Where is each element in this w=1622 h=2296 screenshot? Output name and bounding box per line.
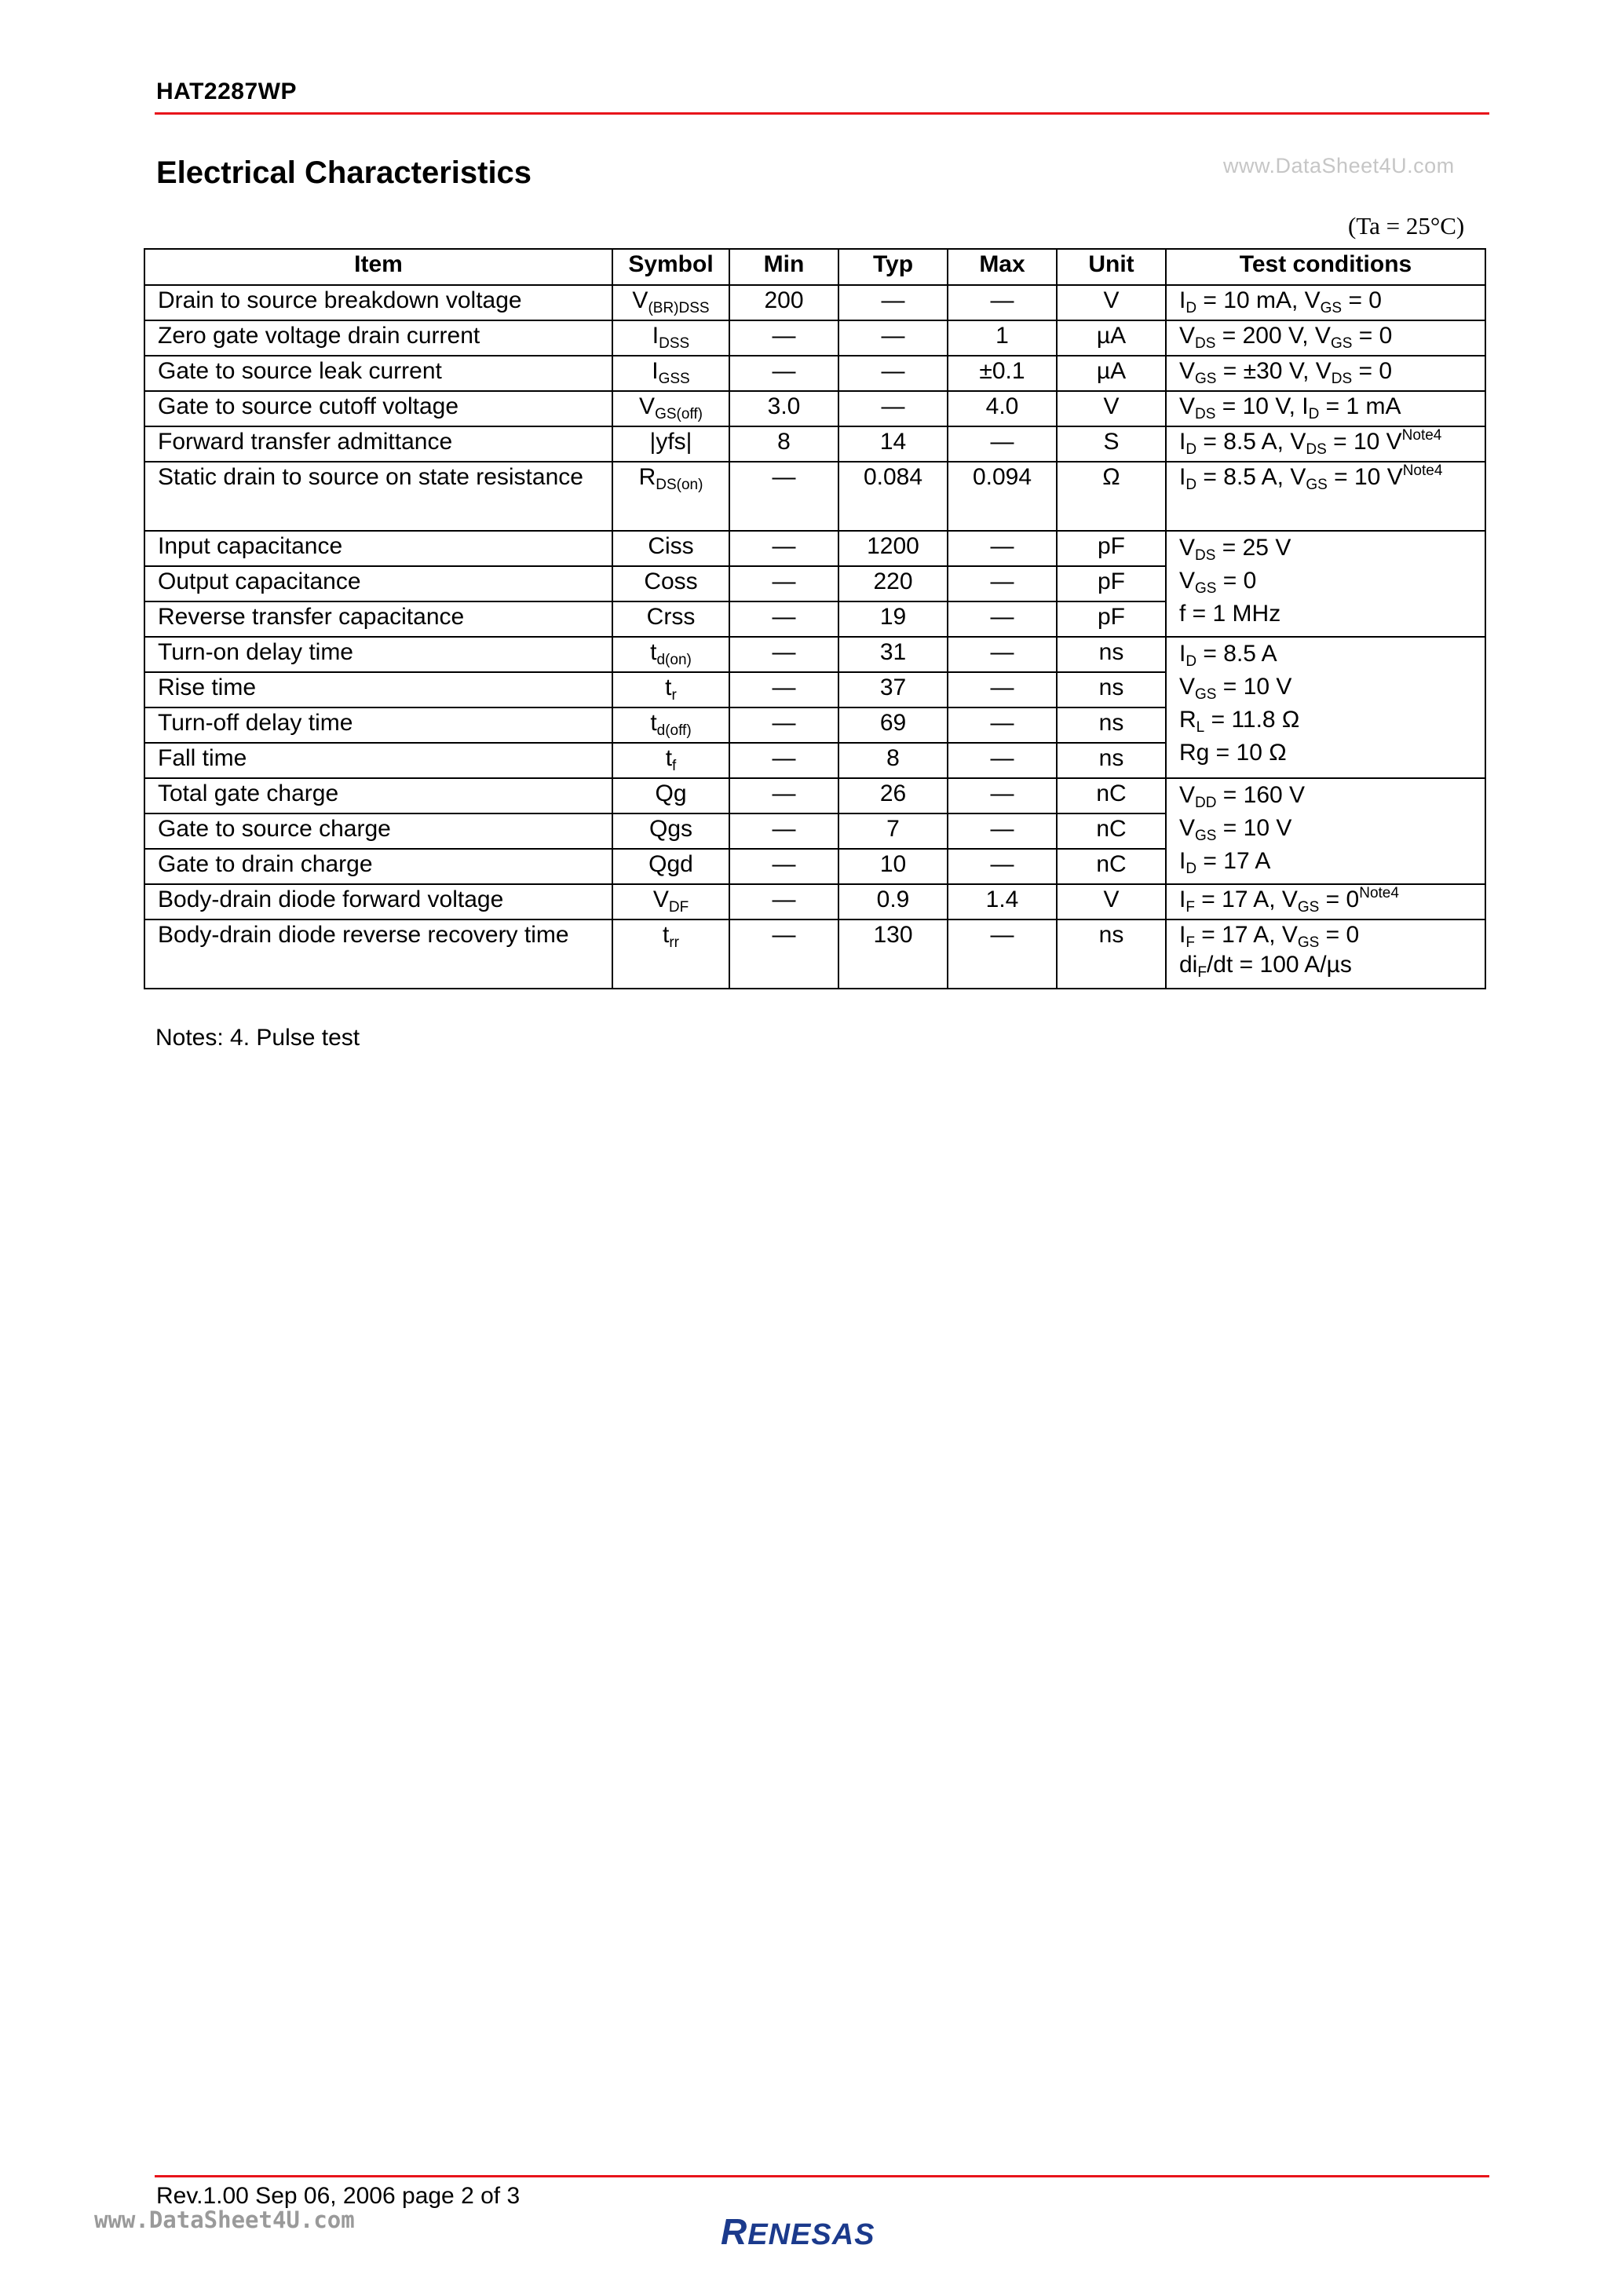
cell-max: — <box>948 849 1057 884</box>
cell-max: 4.0 <box>948 391 1057 426</box>
item-text: Reverse transfer capacitance <box>158 604 465 630</box>
cond-text: = 10 V <box>1216 674 1292 700</box>
cell-typ: 26 <box>838 778 948 813</box>
cell-typ: — <box>838 391 948 426</box>
table-row <box>144 356 1485 391</box>
cond-text: Rg = 10 Ω <box>1179 740 1287 766</box>
cell-max: — <box>948 743 1057 778</box>
cell-symbol <box>612 462 729 531</box>
subscript: F <box>1185 934 1195 951</box>
subscript: F <box>1185 899 1195 916</box>
cell-min: — <box>729 672 838 707</box>
cell-symbol <box>612 743 729 778</box>
logo-initial: R <box>721 2211 748 2252</box>
cell-unit: S <box>1057 426 1166 462</box>
subscript: GS <box>1195 828 1217 844</box>
cell-min: — <box>729 919 838 989</box>
cell-symbol <box>612 672 729 707</box>
subscript: DS <box>1306 441 1327 458</box>
symbol-text: t <box>650 639 657 665</box>
cond-text: V <box>1179 568 1196 594</box>
cell-item <box>144 426 612 462</box>
cond-text: V <box>1179 535 1196 561</box>
subscript: D <box>1185 477 1197 493</box>
cond-text: = 0 <box>1342 287 1382 313</box>
item-text: Static drain to source on state resistance <box>158 464 583 490</box>
cell-min: — <box>729 531 838 566</box>
cell-min: 200 <box>729 285 838 320</box>
cell-symbol <box>612 566 729 601</box>
cell-unit: nC <box>1057 849 1166 884</box>
subscript: D <box>1308 406 1320 422</box>
cell-item <box>144 356 612 391</box>
note-reference: Note4 <box>1359 885 1399 901</box>
cond-text: I <box>1179 641 1186 667</box>
header-typ: Typ <box>838 249 948 285</box>
cell-min: 3.0 <box>729 391 838 426</box>
cell-symbol <box>612 356 729 391</box>
cell-unit: nC <box>1057 778 1166 813</box>
cond-text: V <box>1179 358 1196 384</box>
header-unit: Unit <box>1057 249 1166 285</box>
ambient-condition: (Ta = 25°C) <box>1348 212 1465 239</box>
table-row <box>144 919 1485 989</box>
cond-text: = 10 V, I <box>1215 393 1309 419</box>
cond-text: I <box>1179 429 1186 455</box>
cell-unit: pF <box>1057 566 1166 601</box>
symbol-text: t <box>665 745 673 771</box>
subscript: GS(off) <box>655 406 703 422</box>
cell-min: — <box>729 566 838 601</box>
cell-typ: — <box>838 356 948 391</box>
cell-typ: 130 <box>838 919 948 989</box>
table-row <box>144 531 1485 566</box>
symbol-text: V <box>652 887 669 912</box>
table-row <box>144 320 1485 356</box>
cell-typ: 69 <box>838 707 948 743</box>
subscript: F <box>1197 964 1207 981</box>
cell-symbol <box>612 919 729 989</box>
footer-rule <box>155 2175 1489 2177</box>
symbol-text: t <box>663 922 670 948</box>
cell-symbol <box>612 637 729 672</box>
symbol-text: |yfs| <box>649 429 692 455</box>
cell-item <box>144 531 612 566</box>
table-row <box>144 462 1485 531</box>
item-text: Total gate charge <box>158 781 339 806</box>
symbol-text: R <box>638 464 656 490</box>
cond-text: = 8.5 A, V <box>1196 429 1306 455</box>
subscript: GS <box>1195 686 1217 703</box>
cell-typ: 0.084 <box>838 462 948 531</box>
cell-typ: 37 <box>838 672 948 707</box>
cond-text: = 25 V <box>1215 535 1291 561</box>
cond-text: R <box>1179 707 1196 733</box>
cell-max: — <box>948 778 1057 813</box>
cond-text: V <box>1179 782 1196 808</box>
subscript: DF <box>668 899 689 916</box>
cell-max: — <box>948 672 1057 707</box>
symbol-text: Qg <box>655 781 687 806</box>
cell-item <box>144 672 612 707</box>
cell-unit: µA <box>1057 320 1166 356</box>
cell-item <box>144 884 612 919</box>
symbol-text: I <box>652 323 659 349</box>
cell-max: — <box>948 707 1057 743</box>
subscript: GS <box>1330 335 1353 352</box>
subscript: DD <box>1195 795 1217 811</box>
cell-test-conditions <box>1166 462 1485 531</box>
cell-max: — <box>948 637 1057 672</box>
cell-max: — <box>948 426 1057 462</box>
cell-min: — <box>729 849 838 884</box>
cond-text: = ±30 V, V <box>1216 358 1332 384</box>
cell-typ: 14 <box>838 426 948 462</box>
cell-unit: pF <box>1057 531 1166 566</box>
subscript: D <box>1185 653 1197 670</box>
symbol-text: Crss <box>646 604 696 630</box>
symbol-text: Qgd <box>648 851 693 877</box>
subscript: GS <box>1195 580 1217 597</box>
cell-min: — <box>729 743 838 778</box>
cond-text: /dt = 100 A/µs <box>1206 952 1352 978</box>
symbol-text: t <box>650 710 657 736</box>
cond-text: = 17 A, V <box>1194 922 1298 948</box>
cell-min: — <box>729 462 838 531</box>
cell-typ: 1200 <box>838 531 948 566</box>
cell-max: 0.094 <box>948 462 1057 531</box>
cell-test-conditions <box>1166 637 1485 778</box>
cond-text: = 0 <box>1352 323 1393 349</box>
cell-typ: 19 <box>838 601 948 637</box>
cell-max: — <box>948 601 1057 637</box>
cell-max: — <box>948 531 1057 566</box>
item-text: Gate to source cutoff voltage <box>158 393 459 419</box>
cell-symbol <box>612 391 729 426</box>
cell-item <box>144 707 612 743</box>
cell-max: 1.4 <box>948 884 1057 919</box>
cell-unit: V <box>1057 884 1166 919</box>
cell-symbol <box>612 285 729 320</box>
cell-min: — <box>729 813 838 849</box>
item-text: Gate to source charge <box>158 816 391 842</box>
item-text: Rise time <box>158 675 257 700</box>
item-text: Turn-on delay time <box>158 639 353 665</box>
cond-text: V <box>1179 393 1196 419</box>
cell-unit: µA <box>1057 356 1166 391</box>
subscript: f <box>672 758 677 774</box>
cell-max: — <box>948 813 1057 849</box>
footer-watermark-link[interactable]: www.DataSheet4U.com <box>94 2206 355 2233</box>
cell-unit: ns <box>1057 743 1166 778</box>
section-title: Electrical Characteristics <box>156 155 532 190</box>
subscript: L <box>1196 719 1205 736</box>
table-body <box>144 285 1485 989</box>
cond-text: di <box>1179 952 1198 978</box>
cond-text: = 10 V <box>1327 464 1403 490</box>
note-reference: Note4 <box>1401 427 1442 444</box>
cell-min: 8 <box>729 426 838 462</box>
cell-typ: — <box>838 285 948 320</box>
cell-typ: 8 <box>838 743 948 778</box>
cond-text: = 200 V, V <box>1215 323 1331 349</box>
cell-item <box>144 601 612 637</box>
cell-unit: ns <box>1057 672 1166 707</box>
cell-test-conditions <box>1166 285 1485 320</box>
table-row <box>144 285 1485 320</box>
cell-unit: V <box>1057 285 1166 320</box>
cond-text: f = 1 MHz <box>1179 601 1281 627</box>
cond-text: = 10 mA, V <box>1196 287 1321 313</box>
subscript: GS <box>1195 371 1217 387</box>
subscript: GS <box>1297 899 1320 916</box>
note-reference: Note4 <box>1402 462 1443 479</box>
cell-min: — <box>729 356 838 391</box>
cell-typ: 7 <box>838 813 948 849</box>
table-row <box>144 884 1485 919</box>
electrical-characteristics-table <box>144 248 1486 989</box>
cell-min: — <box>729 637 838 672</box>
item-text: Turn-off delay time <box>158 710 353 736</box>
symbol-text: V <box>639 393 656 419</box>
cell-item <box>144 849 612 884</box>
cell-unit: pF <box>1057 601 1166 637</box>
subscript: D <box>1185 861 1197 877</box>
item-text: Body-drain diode reverse recovery time <box>158 922 569 948</box>
subscript: DS <box>1195 335 1216 352</box>
cond-text: = 8.5 A <box>1196 641 1277 667</box>
cell-item <box>144 743 612 778</box>
cell-max: 1 <box>948 320 1057 356</box>
notes: Notes: 4. Pulse test <box>155 1025 360 1051</box>
cell-unit: ns <box>1057 637 1166 672</box>
revision-info: Rev.1.00 Sep 06, 2006 page 2 of 3 <box>156 2183 521 2209</box>
item-text: Body-drain diode forward voltage <box>158 887 504 912</box>
cell-symbol <box>612 707 729 743</box>
cond-text: V <box>1179 815 1196 841</box>
cond-text: = 10 V <box>1216 815 1292 841</box>
subscript: DS <box>1195 547 1216 564</box>
cell-symbol <box>612 849 729 884</box>
cond-text: I <box>1179 464 1186 490</box>
watermark-link[interactable]: www.DataSheet4U.com <box>1223 154 1455 177</box>
subscript: r <box>671 687 677 704</box>
cell-test-conditions <box>1166 426 1485 462</box>
cell-typ: 10 <box>838 849 948 884</box>
cell-test-conditions <box>1166 391 1485 426</box>
renesas-logo <box>721 2210 875 2253</box>
table-row <box>144 391 1485 426</box>
cell-unit: V <box>1057 391 1166 426</box>
cell-symbol <box>612 320 729 356</box>
cond-text: = 11.8 Ω <box>1204 707 1300 733</box>
cell-symbol <box>612 813 729 849</box>
cell-unit: ns <box>1057 707 1166 743</box>
cell-unit: Ω <box>1057 462 1166 531</box>
subscript: GS <box>1320 300 1343 316</box>
cond-text: = 0 <box>1319 887 1360 912</box>
item-text: Fall time <box>158 745 247 771</box>
subscript: DSS <box>659 335 690 352</box>
subscript: D <box>1185 300 1197 316</box>
cell-unit: ns <box>1057 919 1166 989</box>
header-test-conditions: Test conditions <box>1166 249 1485 285</box>
item-text: Zero gate voltage drain current <box>158 323 480 349</box>
header-symbol: Symbol <box>612 249 729 285</box>
symbol-text: t <box>665 675 672 700</box>
subscript: (BR)DSS <box>648 300 710 316</box>
cell-item <box>144 320 612 356</box>
cell-symbol <box>612 601 729 637</box>
cell-test-conditions <box>1166 919 1485 989</box>
cell-typ: 220 <box>838 566 948 601</box>
cell-test-conditions <box>1166 320 1485 356</box>
symbol-text: Ciss <box>648 533 694 559</box>
subscript: DS(on) <box>656 477 703 493</box>
item-text: Gate to drain charge <box>158 851 373 877</box>
cell-item <box>144 813 612 849</box>
header-item: Item <box>144 249 612 285</box>
cell-item <box>144 778 612 813</box>
logo-text: ENESAS <box>747 2218 875 2251</box>
cond-text: = 8.5 A, V <box>1196 464 1306 490</box>
cell-min: — <box>729 601 838 637</box>
symbol-text: Coss <box>644 569 698 594</box>
subscript: DS <box>1195 406 1216 422</box>
item-text: Drain to source breakdown voltage <box>158 287 522 313</box>
cell-typ: — <box>838 320 948 356</box>
header-max: Max <box>948 249 1057 285</box>
cell-max: — <box>948 285 1057 320</box>
table-row <box>144 426 1485 462</box>
cell-item <box>144 285 612 320</box>
cond-text: I <box>1179 848 1186 874</box>
subscript: GS <box>1306 477 1328 493</box>
item-text: Forward transfer admittance <box>158 429 453 455</box>
cell-min: — <box>729 320 838 356</box>
cond-text: V <box>1179 674 1196 700</box>
item-text: Output capacitance <box>158 569 361 594</box>
cond-text: = 0 <box>1319 922 1360 948</box>
subscript: D <box>1185 441 1197 458</box>
cell-symbol <box>612 884 729 919</box>
cell-symbol <box>612 778 729 813</box>
header-rule <box>155 112 1489 115</box>
cell-typ: 31 <box>838 637 948 672</box>
item-text: Input capacitance <box>158 533 343 559</box>
cond-text: = 0 <box>1352 358 1393 384</box>
table-row <box>144 778 1485 813</box>
cond-text: = 10 V <box>1326 429 1402 455</box>
cell-symbol <box>612 426 729 462</box>
item-text: Gate to source leak current <box>158 358 442 384</box>
cell-test-conditions <box>1166 356 1485 391</box>
cell-item <box>144 391 612 426</box>
cell-min: — <box>729 778 838 813</box>
table-header-row <box>144 249 1485 285</box>
subscript: d(on) <box>656 652 692 668</box>
cond-text: = 17 A, V <box>1194 887 1298 912</box>
cond-text: I <box>1179 887 1186 912</box>
cell-typ: 0.9 <box>838 884 948 919</box>
subscript: DS <box>1331 371 1353 387</box>
cell-item <box>144 919 612 989</box>
header-min: Min <box>729 249 838 285</box>
cond-text: = 17 A <box>1196 848 1271 874</box>
cond-text: V <box>1179 323 1196 349</box>
cell-max: ±0.1 <box>948 356 1057 391</box>
subscript: GS <box>1297 934 1320 951</box>
cell-max: — <box>948 919 1057 989</box>
cond-text: I <box>1179 922 1186 948</box>
cond-text: = 160 V <box>1216 782 1306 808</box>
cell-item <box>144 462 612 531</box>
cell-max: — <box>948 566 1057 601</box>
table-row <box>144 637 1485 672</box>
cell-unit: nC <box>1057 813 1166 849</box>
subscript: GSS <box>658 371 690 387</box>
cond-text: I <box>1179 287 1186 313</box>
symbol-text: I <box>652 358 659 384</box>
cell-min: — <box>729 707 838 743</box>
cell-test-conditions <box>1166 884 1485 919</box>
cond-text: = 1 mA <box>1319 393 1401 419</box>
symbol-text: V <box>632 287 648 313</box>
cell-test-conditions <box>1166 778 1485 884</box>
symbol-text: Qgs <box>648 816 693 842</box>
cell-test-conditions <box>1166 531 1485 637</box>
subscript: d(off) <box>656 722 692 739</box>
cell-item <box>144 566 612 601</box>
cond-text: = 0 <box>1216 568 1257 594</box>
subscript: rr <box>669 934 679 951</box>
cell-item <box>144 637 612 672</box>
cell-symbol <box>612 531 729 566</box>
part-number: HAT2287WP <box>156 79 297 104</box>
cell-min: — <box>729 884 838 919</box>
